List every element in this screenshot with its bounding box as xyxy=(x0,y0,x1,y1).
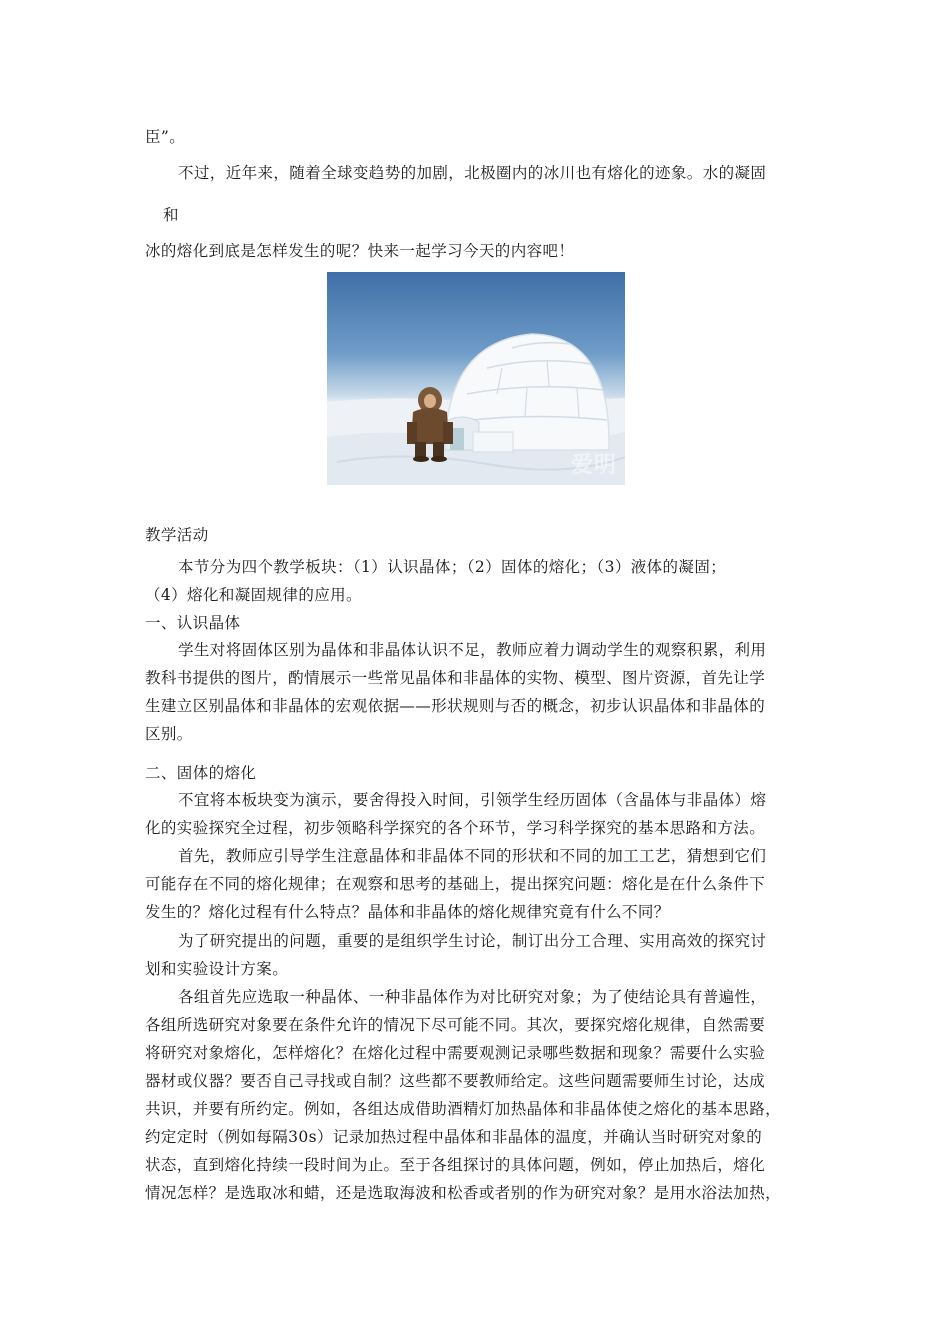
text-line: 发生的？熔化过程有什么特点？晶体和非晶体的熔化规律究竟有什么不同？ xyxy=(145,903,670,921)
text-line: 区别。 xyxy=(145,725,193,743)
text-line: 为了研究提出的问题，重要的是组织学生讨论，制订出分工合理、实用高效的探究讨 xyxy=(178,932,767,950)
text-line: 教科书提供的图片，酌情展示一些常见晶体和非晶体的实物、模型、图片资源，首先让学 xyxy=(145,669,766,687)
igloo-photo xyxy=(327,272,625,485)
section-heading: 教学活动 xyxy=(145,526,209,544)
text-line: （4）熔化和凝固规律的应用。 xyxy=(145,586,362,604)
text-line: 约定定时（例如每隔30s）记录加热过程中晶体和非晶体的温度，并确认当时研究对象的 xyxy=(145,1128,763,1146)
text-line: 和 xyxy=(163,206,179,224)
text-line: 划和实验设计方案。 xyxy=(145,960,289,978)
text-line: 化的实验探究全过程，初步领略科学探究的各个环节，学习科学探究的基本思路和方法。 xyxy=(145,819,766,837)
text-line: 臣”。 xyxy=(145,128,186,146)
text-line: 状态，直到熔化持续一段时间为止。至于各组探讨的具体问题，例如，停止加热后，熔化 xyxy=(145,1156,766,1174)
text-line: 情况怎样？是选取冰和蜡，还是选取海波和松香或者别的作为研究对象？是用水浴法加热， xyxy=(145,1184,782,1202)
text-line: 共识，并要有所约定。例如，各组达成借助酒精灯加热晶体和非晶体使之熔化的基本思路， xyxy=(145,1100,782,1118)
text-line: 可能存在不同的熔化规律；在观察和思考的基础上，提出探究问题：熔化是在什么条件下 xyxy=(145,875,766,893)
text-line: 首先，教师应引导学生注意晶体和非晶体不同的形状和不同的加工工艺，猜想到它们 xyxy=(178,847,767,865)
text-line: 不过，近年来，随着全球变趋势的加剧，北极圈内的冰川也有熔化的迹象。水的凝固 xyxy=(178,164,767,182)
section-heading: 二、固体的熔化 xyxy=(145,764,257,782)
text-line: 各组所选研究对象要在条件允许的情况下尽可能不同。其次，要探究熔化规律，自然需要 xyxy=(145,1016,766,1034)
text-line: 本节分为四个教学板块：（1）认识晶体；（2）固体的熔化；（3）液体的凝固； xyxy=(178,558,727,576)
text-line: 将研究对象熔化，怎样熔化？在熔化过程中需要观测记录哪些数据和现象？需要什么实验 xyxy=(145,1044,766,1062)
text-line: 冰的熔化到底是怎样发生的呢？快来一起学习今天的内容吧！ xyxy=(145,242,575,260)
text-line: 生建立区别晶体和非晶体的宏观依据——形状规则与否的概念，初步认识晶体和非晶体的 xyxy=(145,697,766,715)
section-heading: 一、认识晶体 xyxy=(145,614,241,632)
text-line: 各组首先应选取一种晶体、一种非晶体作为对比研究对象；为了使结论具有普遍性， xyxy=(178,988,767,1006)
text-line: 学生对将固体区别为晶体和非晶体认识不足，教师应着力调动学生的观察积累，利用 xyxy=(178,641,767,659)
watermark-text: 爱明 xyxy=(570,453,617,478)
text-line: 不宜将本板块变为演示，要舍得投入时间，引领学生经历固体（含晶体与非晶体）熔 xyxy=(178,791,767,809)
text-line: 器材或仪器？要否自己寻找或自制？这些都不要教师给定。这些问题需要师生讨论，达成 xyxy=(145,1072,766,1090)
